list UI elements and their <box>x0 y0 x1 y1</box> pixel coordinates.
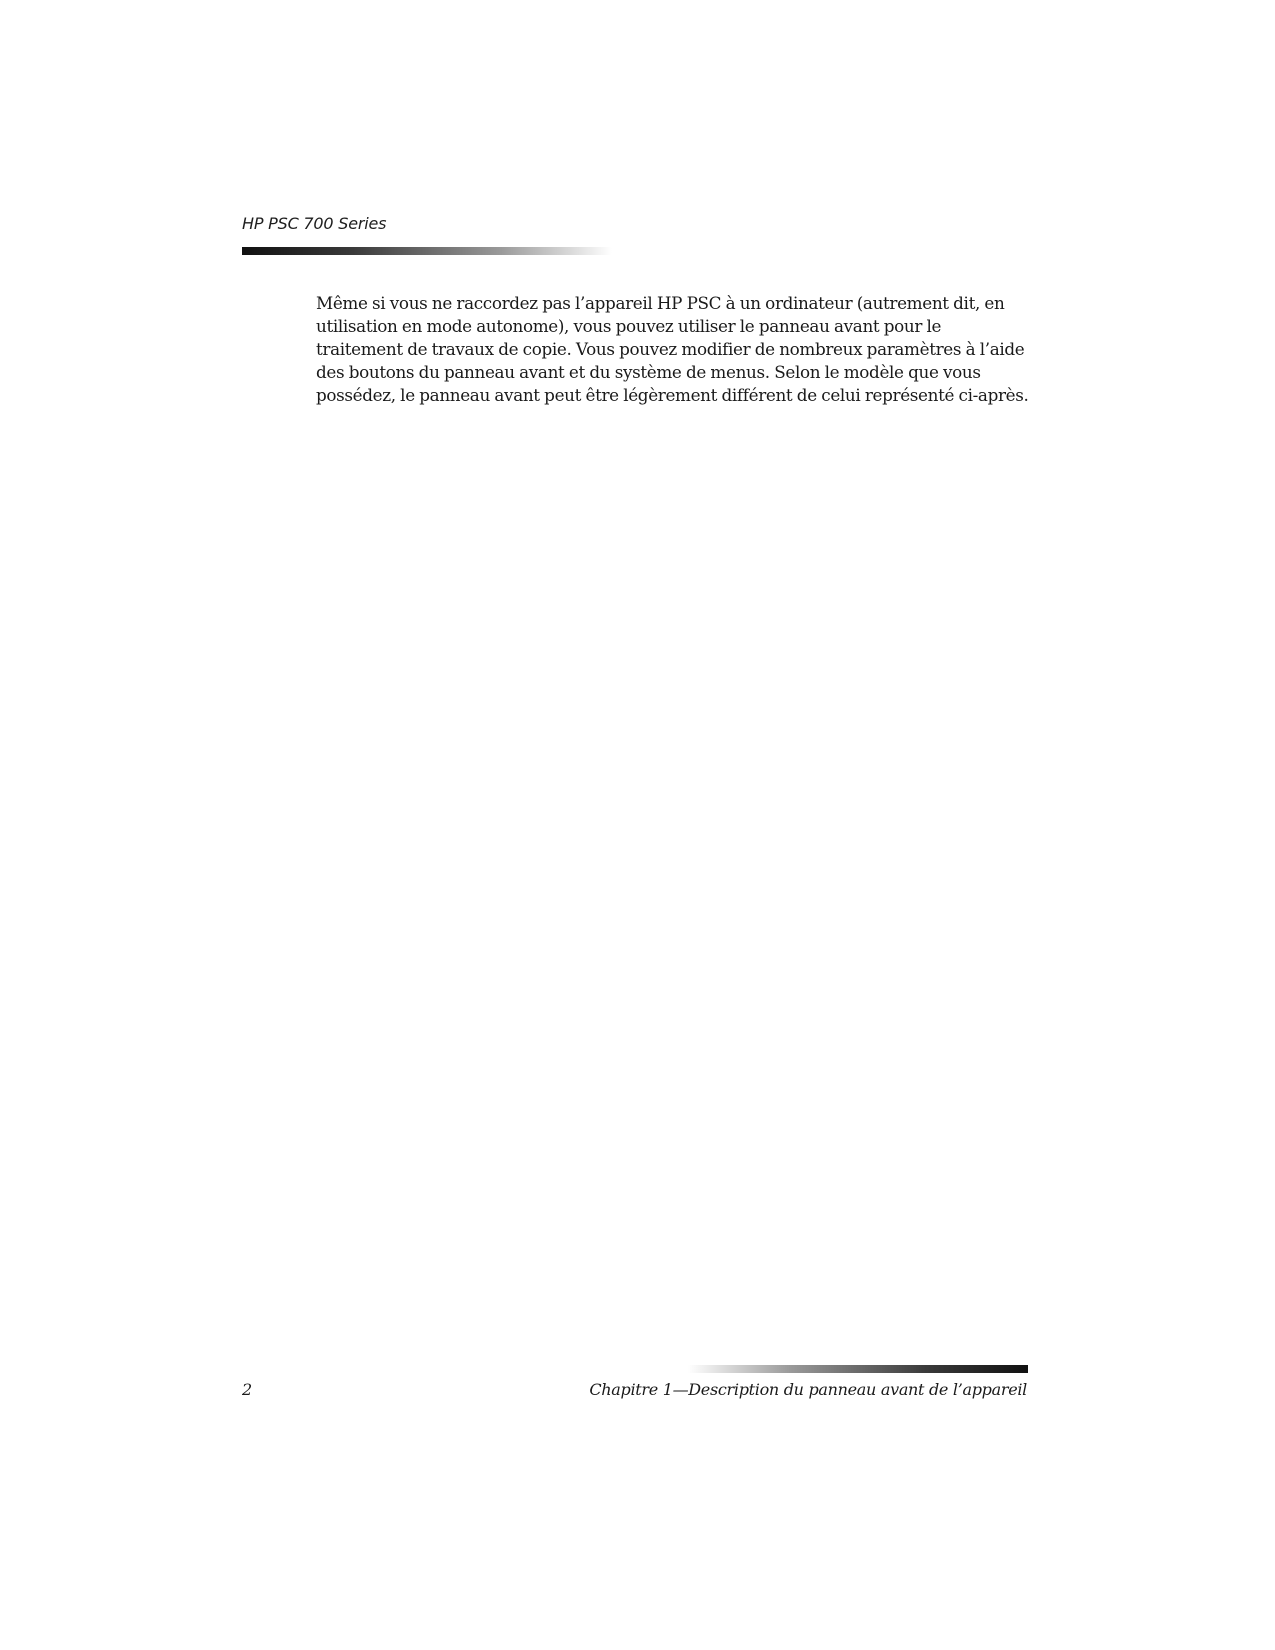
running-header: HP PSC 700 Series <box>242 214 387 233</box>
header-gradient-rule <box>242 247 612 255</box>
footer-gradient-rule <box>688 1365 1028 1373</box>
body-paragraph: Même si vous ne raccordez pas l’appareil HP PSC à un ordinateur (autrement dit, en utilisation en mode autonome), vous pouvez utiliser le panneau avant pour le traitement de travaux de copie. Vous pouvez modifier de nombreux paramètres à l’aide des boutons du panneau avant et du système de menus. Selon le modèle que vous possédez, le panneau avant peut être légèrement différent de celui représenté ci-après. <box>316 293 1029 405</box>
page-number: 2 <box>242 1380 253 1399</box>
chapter-title: Chapitre 1—Description du panneau avant de l’appareil <box>589 1380 1027 1399</box>
